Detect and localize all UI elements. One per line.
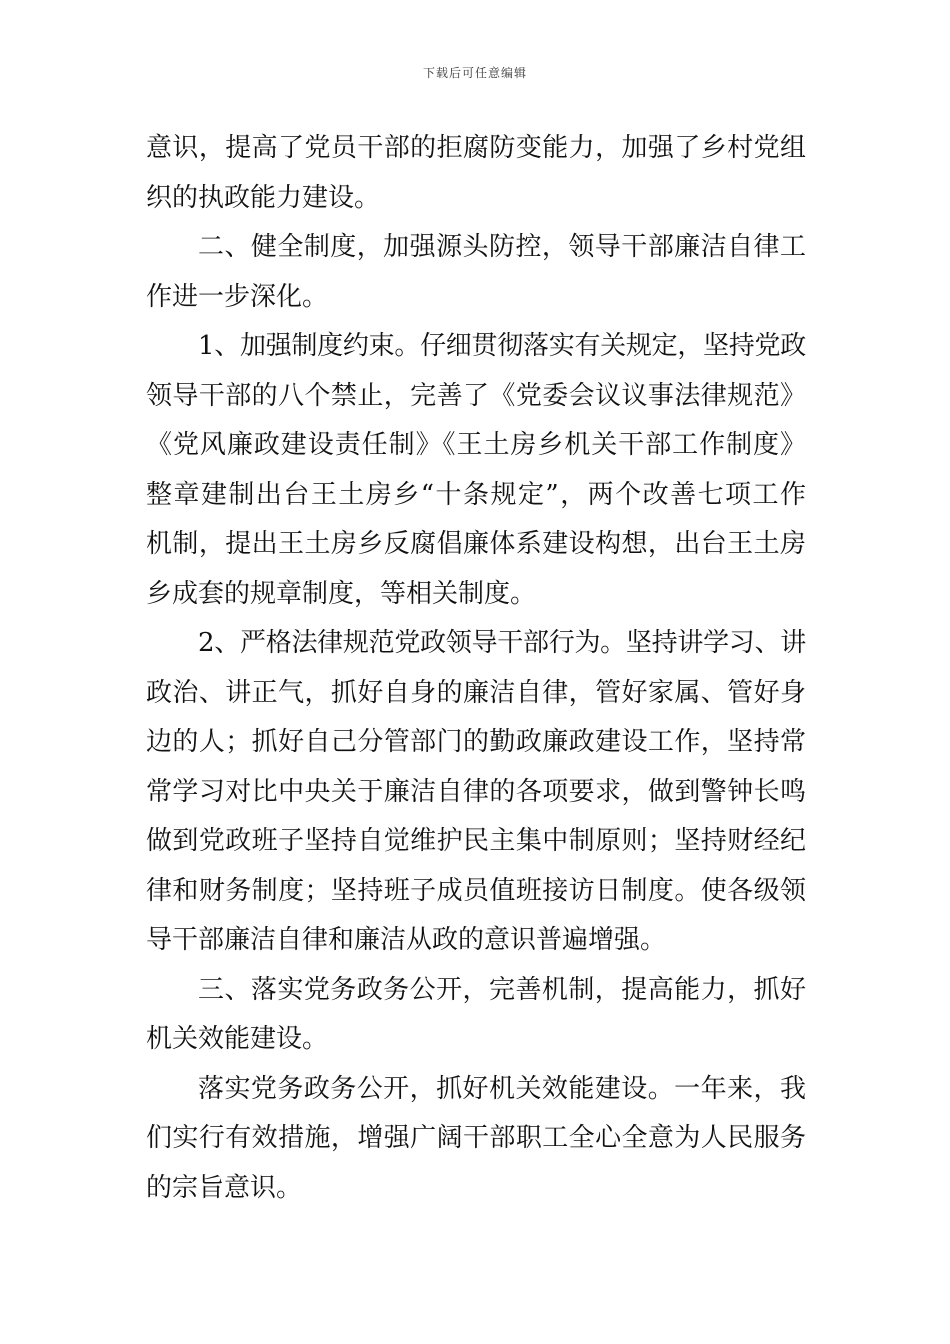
text-line: 政治、讲正气，抓好自身的廉洁自律，管好家属、管好身: [146, 677, 806, 708]
text-line: 整章建制出台王土房乡“十条规定”，两个改善七项工作: [146, 479, 806, 510]
text-line: 们实行有效措施，增强广阔干部职工全心全意为人民服务: [146, 1123, 806, 1153]
document-body: [146, 124, 806, 1213]
text-line: 三、落实党务政务公开，完善机制，提高能力，抓好: [198, 974, 806, 1005]
text-line: 《党风廉政建设责任制》《王土房乡机关干部工作制度》: [146, 430, 806, 460]
text-line: 2、严格法律规范党政领导干部行为。坚持讲学习、讲: [198, 628, 806, 658]
text-line: 机关效能建设。: [146, 1024, 329, 1054]
text-line: 做到党政班子坚持自觉维护民主集中制原则；坚持财经纪: [146, 826, 806, 856]
text-line: 常学习对比中央关于廉洁自律的各项要求，做到警钟长鸣: [146, 776, 806, 807]
text-line: 导干部廉洁自律和廉洁从政的意识普遍增强。: [146, 925, 667, 955]
text-line: 领导干部的八个禁止，完善了《党委会议议事法律规范》: [146, 380, 806, 411]
text-line: 机制，提出王土房乡反腐倡廉体系建设构想，出台王土房: [146, 529, 806, 559]
header-note: 下载后可任意编辑: [422, 66, 527, 80]
text-line: 乡成套的规章制度，等相关制度。: [146, 578, 537, 609]
text-line: 边的人；抓好自己分管部门的勤政廉政建设工作，坚持常: [146, 727, 806, 757]
text-line: 织的执政能力建设。: [146, 182, 381, 213]
text-line: 二、健全制度，加强源头防控，领导干部廉洁自律工: [198, 232, 806, 262]
text-line: 的宗旨意识。: [146, 1172, 303, 1203]
text-line: 律和财务制度；坚持班子成员值班接访日制度。使各级领: [146, 875, 806, 906]
text-line: 意识，提高了党员干部的拒腐防变能力，加强了乡村党组: [146, 133, 806, 163]
text-line: 落实党务政务公开，抓好机关效能建设。一年来，我: [198, 1073, 806, 1104]
text-line: 1、加强制度约束。仔细贯彻落实有关规定，坚持党政: [198, 331, 806, 361]
text-line: 作进一步深化。: [146, 281, 329, 312]
